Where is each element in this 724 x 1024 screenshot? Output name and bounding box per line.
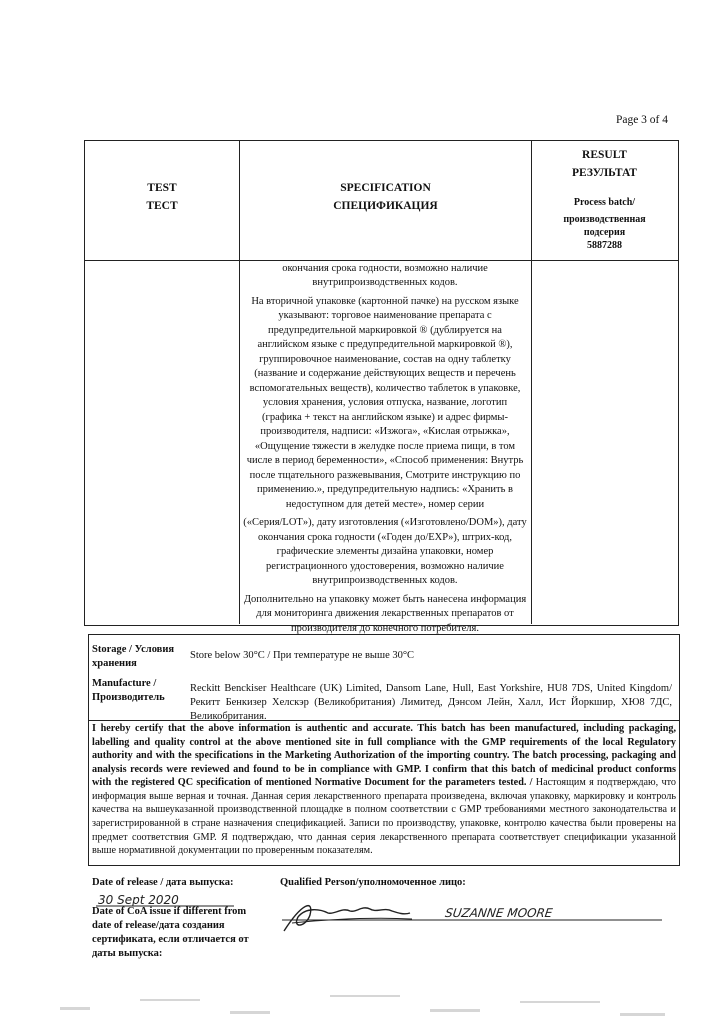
spec-header-en: SPECIFICATION <box>340 182 431 194</box>
spec-paragraph: («Серия/LOT»), дату изготовления («Изготовлено/DOM»), дату окончания срока годности («Годен до/EXP»), штрих-код, графические элементы дизайна упаковки, номер регистрационного удостоверения, возможно наличие внутрипроизводственных кодов. <box>243 517 527 587</box>
test-header-en: TEST <box>147 182 177 194</box>
certification-statement <box>92 722 676 858</box>
scan-noise <box>0 985 724 1024</box>
batch-number: 5887288 <box>587 240 622 251</box>
specification-text <box>243 262 527 640</box>
result-header-ru: РЕЗУЛЬТАТ <box>572 166 637 179</box>
certification-ru: Настоящим я подтверждаю, что информация выше верная и точная. Данная серия лекарственного препарата произведена, включая упаковку, маркировку и контроль качества на вышеуказанной производственной площадке в полном соответствии с GMP требованиями местного законодательства и зарегистрированной в стране назначения спецификацией. Записи по производству, упаковке, контролю качества были проверены на предмет соответствия GMP. Я подтверждаю, что данная серия лекарственного препарата соответствует спецификации указанной выше нормативной документации по проверенным показателям. <box>92 777 676 857</box>
spec-header-ru: СПЕЦИФИКАЦИЯ <box>333 199 438 212</box>
storage-value: Store below 30°C / При температуре не выше 30°C <box>190 650 415 661</box>
signature <box>272 893 672 941</box>
process-batch-line2: производственная <box>563 214 646 225</box>
qualified-person-label: Qualified Person/уполномоченное лицо: <box>280 877 466 888</box>
storage-label: Storage / Условия хранения <box>92 644 175 669</box>
handwritten-name: SUZANNE MOORE <box>444 906 554 920</box>
spec-paragraph: На вторичной упаковке (картонной пачке) на русском языке указывают: торговое наименование препарата с предупредительной маркировкой ® (дублируется на английском языке с предупредительной маркировкой ®), группировочное наименование, состав на одну таблетку (название и содержание действующих веществ и перечень вспомогательных веществ), количество таблеток в упаковке, условия хранения, условия отпуска, название, логотип (графика + текст на английском языке) и адрес фирмы-производителя, надписи: «Изжога», «Кислая отрыжка», «Ощущение тяжести в желудке после приема пищи, в том числе в период беременности», «Способ применения: Внутрь после тщательного разжевывания, Смотрите инструкцию по применению.», предупредительную надпись: «Хранить в недоступном для детей месте», номер серии <box>246 295 524 510</box>
manufacturer-value: Reckitt Benckiser Healthcare (UK) Limited, Dansom Lane, Hull, East Yorkshire, HU8 7DS, United Kingdom/ Рекитт Бенкизер Хелскэр (Великобритания) Лимитед, Дэнсом Лейн, Халл, Ист Йоркшир, ХЮ8 7ДС, Великобритания. <box>190 683 672 723</box>
release-date-label: Date of release / дата выпуска: <box>92 877 234 888</box>
test-header-ru: ТЕСТ <box>146 199 178 212</box>
svg-text:30 Sept 2020: 30 Sept 2020 <box>98 893 179 907</box>
process-batch-line3: подсерия <box>583 227 626 238</box>
page-number: Page 3 of 4 <box>615 114 668 126</box>
spec-paragraph: окончания срока годности, возможно наличие внутрипроизводственных кодов. <box>282 263 488 289</box>
result-header-en: RESULT <box>582 149 627 161</box>
process-batch-line1: Process batch/ <box>573 197 636 208</box>
coa-issue-label: Date of CoA issue if different from date of release/дата создания сертификата, если отличается от даты выпуска: <box>92 906 249 959</box>
certification-en: I hereby certify that the above information is authentic and accurate. This batch has been manufactured, including packaging, labelling and quality control at the above mentioned site in full compliance with the GMP requirements of the local Regulatory authority and with the specifications in the Marketing Authorization of the importing country. The batch processing, packaging and analysis records were reviewed and found to be in compliance with GMP. I confirm that this batch of medicinal product conforms with the registered QC specification of mentioned Normative Document for the parameters tested. / <box>92 723 676 789</box>
spec-paragraph: Дополнительно на упаковку может быть нанесена информация для мониторинга движения лекарственных препаратов от производителя до конечного потребителя. <box>243 593 527 634</box>
manufacturer-label: Manufacture / Производитель <box>92 678 165 703</box>
